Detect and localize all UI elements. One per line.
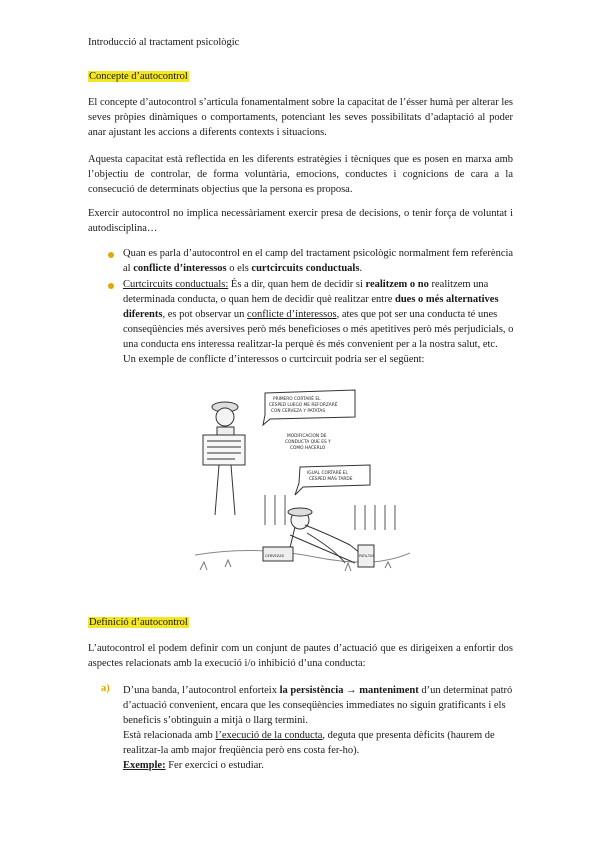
bullet-dot	[108, 283, 114, 289]
paragraph: El concepte d’autocontrol s’articula fonamentalment sobre la capacitat de l’ésser humà per alterar les seves pròpies dinàmiques o comportaments, potenciant les seves possibilitats d’adaptació al poder anar ajustant les accions a diferents contexts i situacions.	[88, 97, 513, 138]
paragraph: L’autocontrol el podem definir com un conjunt de pautes d’actuació que es dirigeixen a enfortir dos aspectes relacionats amb la execució i/o inhibició d’una conducta:	[88, 643, 513, 669]
term-label: Curtcircuits conductuals:	[123, 279, 229, 290]
bubble1-line: CON CERVEZA Y PATATAS	[271, 409, 326, 414]
list-marker: a)	[101, 683, 110, 694]
cartoon-illustration	[195, 385, 410, 580]
bubble2-line: CÉSPED MÁS TARDE	[309, 477, 353, 482]
paragraph: Exercir autocontrol no implica necessàriament exercir presa de decisions, o tenir força de voluntat i autodisciplina…	[88, 208, 513, 234]
bubble1-line: PRIMERO CORTARÉ EL	[273, 397, 321, 402]
example-label: Exemple:	[123, 760, 166, 771]
caption-line: CONDUCTA QUE ES Y	[285, 440, 331, 445]
section-heading-definicio	[88, 617, 189, 628]
chips-bag-label: PATA-TAS	[359, 554, 375, 558]
bubble2-line: IGUAL CORTARÉ EL	[307, 471, 348, 476]
heading-highlight: Definició d’autocontrol	[89, 617, 188, 628]
list-item: Curtcircuits conductuals: És a dir, quan hem de decidir si realitzem o no realitzem una determinada conducta, o quan hem de decidir què realitzar entre dues o més alternatives diferents, es pot observar un conflicte d’interessos, ates que pot ser una conducta té unes conseqüències més aversives però més beneficioses o més apetitives però més perjudicials, o una conducta ens interessa realitzar-la perquè és més convenient per a la nostra salut, etc. Un exemple de conflicte d’interessos o curtcircuit podria ser el següent:	[123, 279, 514, 365]
heading-highlight: Concepte d’autocontrol	[89, 71, 188, 82]
caption-line: MODIFICACION DE	[287, 434, 327, 439]
list-item: Quan es parla d’autocontrol en el camp del tractament psicològic normalment fem referència al conflicte d’interessos o els curtcircuits conductuals.	[123, 248, 514, 274]
list-item: D’una banda, l’autocontrol enforteix la persistència → manteniment d’un determinat patró d’actuació convenient, encara que les conseqüències immediates no siguin gratificants i els beneficis s’obtinguin a mitjà o llarg termini. Està relacionada amb l’execució de la conducta, deguta que presenta dèficits (haurem de realitzar-la amb major freqüència però ens costa fer-ho). Exemple: Fer exercici o estudiar.	[123, 683, 515, 773]
bubble1-line: CÉSPED LUEGO ME REFORZARÉ	[269, 403, 338, 408]
bullet-dot	[108, 252, 114, 258]
example-intro: Un exemple de conflicte d’interessos o curtcircuit podria ser el següent:	[123, 354, 425, 365]
page-header: Introducció al tractament psicològic	[88, 37, 240, 48]
paragraph: Aquesta capacitat està reflectida en les diferents estratègies i tècniques que es posen en marxa amb l’objectiu de controlar, de forma voluntària, emocions, conductes i cognicions de cara a la consecució de determinats objectius que la persona es proposa.	[88, 154, 513, 195]
section-heading-autocontrol	[88, 71, 189, 82]
example-line: Exemple: Fer exercici o estudiar.	[123, 760, 264, 771]
beer-box-label: CERVEZAS	[265, 554, 285, 558]
caption-line: CÓMO HACERLO	[290, 446, 326, 451]
